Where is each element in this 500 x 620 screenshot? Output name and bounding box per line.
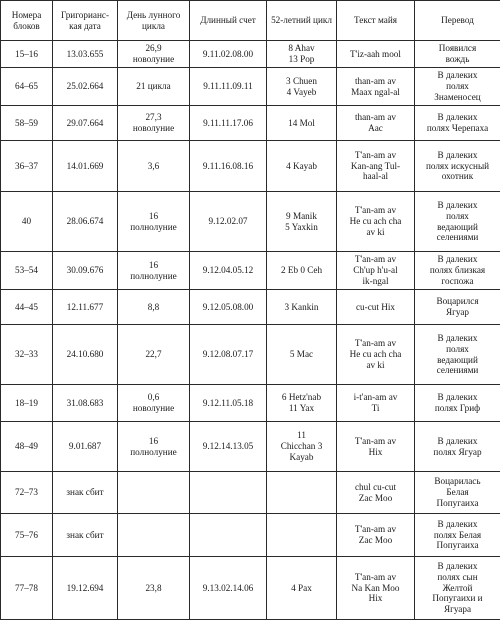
cell-translation: В далеких полях Белая Попугаиха (415, 514, 500, 557)
cell-gregorian-date: 13.03.655 (53, 41, 118, 68)
cell-gregorian-date: знак сбит (53, 472, 118, 514)
cell-blocks: 58–59 (1, 106, 53, 141)
cell-blocks: 64–65 (1, 68, 53, 106)
header-long-count: Длинный счет (190, 1, 267, 41)
cell-blocks: 77–78 (1, 557, 53, 620)
header-blocks: Номера блоков (1, 1, 53, 41)
cell-52-year-cycle: 3 Kankin (267, 290, 337, 325)
cell-gregorian-date: 12.11.677 (53, 290, 118, 325)
cell-translation: Появился вождь (415, 41, 500, 68)
cell-maya-text: cu-cut Hix (337, 290, 415, 325)
cell-gregorian-date: 14.01.669 (53, 141, 118, 192)
cell-maya-text: T'an-am av He cu ach cha av ki (337, 325, 415, 385)
cell-lunar-day: 26,9 новолуние (118, 41, 190, 68)
cell-lunar-day: 0,6 новолуние (118, 385, 190, 422)
table-row (1, 472, 500, 514)
header-row (1, 1, 500, 41)
cell-translation: В далеких полях ведающий селениями (415, 325, 500, 385)
cell-gregorian-date: 31.08.683 (53, 385, 118, 422)
table-row (1, 325, 500, 385)
table-row (1, 41, 500, 68)
table-row (1, 106, 500, 141)
cell-translation: Воцарился Ягуар (415, 290, 500, 325)
cell-blocks: 48–49 (1, 422, 53, 472)
cell-52-year-cycle: 2 Eb 0 Ceh (267, 252, 337, 290)
cell-translation: В далеких полях сын Желтой Попугаихи и Ягуара (415, 557, 500, 620)
cell-52-year-cycle (267, 472, 337, 514)
cell-long-count: 9.12.04.05.12 (190, 252, 267, 290)
cell-gregorian-date: 24.10.680 (53, 325, 118, 385)
header-lunar-day: День лунного цикла (118, 1, 190, 41)
cell-gregorian-date: 28.06.674 (53, 192, 118, 252)
cell-long-count (190, 514, 267, 557)
cell-long-count: 9.12.02.07 (190, 192, 267, 252)
cell-maya-text: than-am av Aac (337, 106, 415, 141)
cell-gregorian-date: 29.07.664 (53, 106, 118, 141)
cell-translation: В далеких полях близкая госпожа (415, 252, 500, 290)
cell-translation: В далеких полях искусный охотник (415, 141, 500, 192)
table-row (1, 252, 500, 290)
cell-translation: В далеких полях Знаменосец (415, 68, 500, 106)
header-52-year-cycle: 52-летний цикл (267, 1, 337, 41)
cell-blocks: 44–45 (1, 290, 53, 325)
header-maya-text: Текст майя (337, 1, 415, 41)
cell-long-count: 9.11.11.17.06 (190, 106, 267, 141)
cell-gregorian-date: знак сбит (53, 514, 118, 557)
cell-lunar-day: 21 цикла (118, 68, 190, 106)
cell-long-count: 9.12.14.13.05 (190, 422, 267, 472)
cell-long-count: 9.12.11.05.18 (190, 385, 267, 422)
cell-52-year-cycle: 14 Mol (267, 106, 337, 141)
cell-lunar-day (118, 514, 190, 557)
cell-translation: В далеких полях ведающий селениями (415, 192, 500, 252)
cell-52-year-cycle: 4 Kayab (267, 141, 337, 192)
cell-long-count: 9.11.16.08.16 (190, 141, 267, 192)
cell-lunar-day: 23,8 (118, 557, 190, 620)
cell-translation: В далеких полях Гриф (415, 385, 500, 422)
cell-maya-text: T'iz-aah mool (337, 41, 415, 68)
cell-gregorian-date: 19.12.694 (53, 557, 118, 620)
cell-long-count: 9.12.05.08.00 (190, 290, 267, 325)
cell-long-count: 9.11.02.08.00 (190, 41, 267, 68)
cell-52-year-cycle: 6 Hetz'nab 11 Yax (267, 385, 337, 422)
cell-52-year-cycle: 8 Ahav 13 Pop (267, 41, 337, 68)
cell-blocks: 40 (1, 192, 53, 252)
cell-lunar-day (118, 472, 190, 514)
table-row (1, 385, 500, 422)
table-row (1, 422, 500, 472)
cell-long-count (190, 472, 267, 514)
cell-blocks: 75–76 (1, 514, 53, 557)
cell-52-year-cycle: 11 Chicchan 3 Kayab (267, 422, 337, 472)
header-gregorian-date: Григорианс-кая дата (53, 1, 118, 41)
cell-translation: В далеких полях Черепаха (415, 106, 500, 141)
cell-52-year-cycle: 5 Mac (267, 325, 337, 385)
cell-52-year-cycle: 4 Pax (267, 557, 337, 620)
cell-lunar-day: 8,8 (118, 290, 190, 325)
cell-maya-text: T'an-am av Hix (337, 422, 415, 472)
cell-lunar-day: 16 полнолуние (118, 192, 190, 252)
cell-gregorian-date: 9.01.687 (53, 422, 118, 472)
cell-translation: Воцарилась Белая Попугаиха (415, 472, 500, 514)
cell-lunar-day: 22,7 (118, 325, 190, 385)
cell-blocks: 18–19 (1, 385, 53, 422)
cell-blocks: 72–73 (1, 472, 53, 514)
cell-blocks: 53–54 (1, 252, 53, 290)
cell-maya-text: chul cu-cut Zac Moo (337, 472, 415, 514)
table-row (1, 192, 500, 252)
cell-maya-text: T'an-am av He cu ach cha av ki (337, 192, 415, 252)
cell-maya-text: T'an-am av Kan-ang Tul- haal-al (337, 141, 415, 192)
cell-blocks: 15–16 (1, 41, 53, 68)
cell-maya-text: than-am av Maax ngal-al (337, 68, 415, 106)
cell-maya-text: T'an-am av Ch'up h'u-al ik-ngal (337, 252, 415, 290)
cell-52-year-cycle: 3 Chuen 4 Vayeb (267, 68, 337, 106)
table-row (1, 141, 500, 192)
table-row (1, 514, 500, 557)
table-row (1, 290, 500, 325)
table-row (1, 68, 500, 106)
cell-blocks: 32–33 (1, 325, 53, 385)
table-row (1, 557, 500, 620)
cell-blocks: 36–37 (1, 141, 53, 192)
cell-long-count: 9.12.08.07.17 (190, 325, 267, 385)
cell-maya-text: i-t'an-am av Ti (337, 385, 415, 422)
cell-lunar-day: 16 полнолуние (118, 422, 190, 472)
cell-maya-text: T'an-am av Zac Moo (337, 514, 415, 557)
cell-translation: В далеких полях Ягуар (415, 422, 500, 472)
cell-maya-text: T'an-am av Na Kan Moo Hix (337, 557, 415, 620)
cell-long-count: 9.13.02.14.06 (190, 557, 267, 620)
header-translation: Перевод (415, 1, 500, 41)
cell-52-year-cycle (267, 514, 337, 557)
cell-lunar-day: 3,6 (118, 141, 190, 192)
cell-lunar-day: 27,3 новолуние (118, 106, 190, 141)
cell-long-count: 9.11.11.09.11 (190, 68, 267, 106)
cell-gregorian-date: 30.09.676 (53, 252, 118, 290)
cell-lunar-day: 16 полнолуние (118, 252, 190, 290)
cell-52-year-cycle: 9 Manik 5 Yaxkin (267, 192, 337, 252)
cell-gregorian-date: 25.02.664 (53, 68, 118, 106)
